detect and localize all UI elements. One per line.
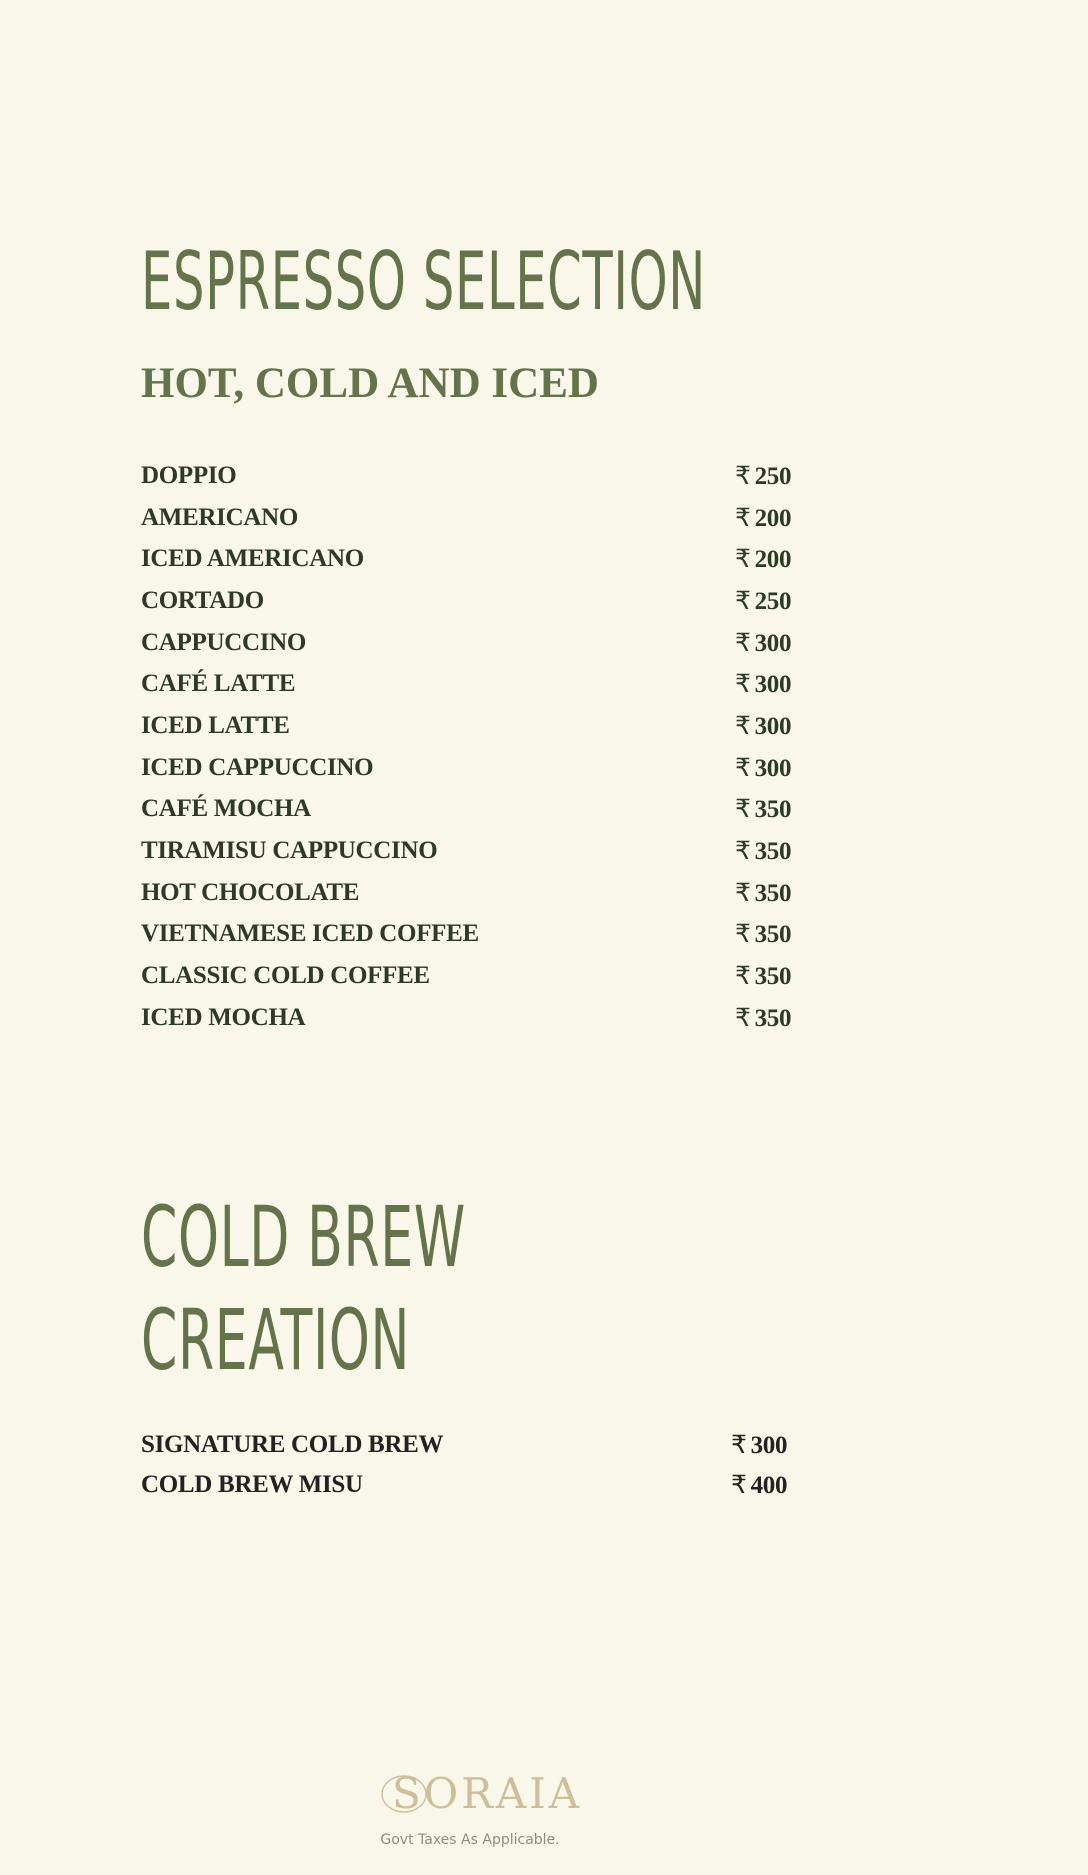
rupee-symbol: ₹	[735, 462, 751, 490]
rupee-symbol: ₹	[731, 1472, 747, 1499]
item-price	[735, 1003, 797, 1033]
item-name: TIRAMISU CAPPUCCINO	[141, 837, 438, 865]
menu-item	[141, 1425, 793, 1465]
price-value: 300	[754, 754, 792, 782]
item-name: CAPPUCCINO	[141, 628, 307, 656]
rupee-symbol: ₹	[735, 838, 751, 866]
item-name: ICED AMERICANO	[141, 545, 364, 573]
item-price	[731, 1470, 793, 1500]
item-name: CAFÉ LATTE	[141, 670, 296, 698]
price-value: 250	[754, 462, 792, 490]
menu-item	[141, 789, 797, 831]
item-name: ICED MOCHA	[141, 1003, 306, 1031]
menu-item	[141, 830, 797, 872]
menu-item	[141, 455, 797, 497]
rupee-symbol: ₹	[735, 504, 751, 532]
menu-item	[141, 914, 797, 956]
menu-item	[141, 955, 797, 997]
menu-item	[141, 538, 797, 580]
tax-note: Govt Taxes As Applicable.	[380, 1832, 560, 1848]
item-name: SIGNATURE COLD BREW	[141, 1431, 444, 1458]
item-price	[735, 794, 797, 824]
price-value: 300	[754, 712, 792, 740]
menu-item	[141, 497, 797, 539]
item-name: CLASSIC COLD COFFEE	[141, 962, 430, 990]
item-price	[735, 711, 797, 741]
menu-item	[141, 872, 797, 914]
rupee-symbol: ₹	[735, 796, 751, 824]
price-value: 350	[754, 921, 792, 949]
item-name: ICED CAPPUCCINO	[141, 753, 374, 781]
espresso-section-subtitle: HOT, COLD AND ICED	[141, 360, 599, 407]
item-price	[735, 628, 797, 658]
rupee-symbol: ₹	[735, 963, 751, 991]
menu-item	[141, 580, 797, 622]
menu-item	[141, 705, 797, 747]
item-name: DOPPIO	[141, 461, 237, 489]
item-name: COLD BREW MISU	[141, 1471, 363, 1498]
price-value: 350	[754, 838, 792, 866]
rupee-symbol: ₹	[735, 1004, 751, 1032]
rupee-symbol: ₹	[735, 671, 751, 699]
rupee-symbol: ₹	[735, 712, 751, 740]
item-name: VIETNAMESE ICED COFFEE	[141, 920, 479, 948]
price-value: 400	[750, 1472, 788, 1499]
rupee-symbol: ₹	[735, 587, 751, 615]
price-value: 200	[754, 504, 792, 532]
rupee-symbol: ₹	[735, 546, 751, 574]
price-value: 350	[754, 1004, 792, 1032]
item-price	[735, 961, 797, 991]
item-price	[735, 461, 797, 491]
menu-item	[141, 747, 797, 789]
item-price	[735, 836, 797, 866]
price-value: 350	[754, 796, 792, 824]
price-value: 350	[754, 963, 792, 991]
item-name: HOT CHOCOLATE	[141, 878, 360, 906]
item-price	[735, 544, 797, 574]
item-price	[735, 919, 797, 949]
price-value: 300	[750, 1432, 788, 1459]
rupee-symbol: ₹	[735, 879, 751, 907]
item-price	[735, 586, 797, 616]
item-price	[731, 1430, 793, 1460]
price-value: 250	[754, 587, 792, 615]
item-price	[735, 878, 797, 908]
price-value: 350	[754, 879, 792, 907]
item-name: CORTADO	[141, 586, 264, 614]
item-name: ICED LATTE	[141, 711, 290, 739]
rupee-symbol: ₹	[735, 754, 751, 782]
item-price	[735, 503, 797, 533]
cold-brew-section-title-line2: CREATION	[141, 1291, 411, 1389]
cold-brew-section-title-line1: COLD BREW	[141, 1188, 466, 1286]
rupee-symbol: ₹	[735, 629, 751, 657]
item-name: CAFÉ MOCHA	[141, 795, 311, 823]
menu-item	[141, 663, 797, 705]
espresso-menu-list	[141, 455, 797, 1039]
item-price	[735, 669, 797, 699]
item-price	[735, 753, 797, 783]
espresso-section-title: ESPRESSO SELECTION	[141, 235, 706, 328]
price-value: 300	[754, 671, 792, 699]
item-name: AMERICANO	[141, 503, 299, 531]
rupee-symbol: ₹	[731, 1432, 747, 1459]
price-value: 200	[754, 546, 792, 574]
cold-brew-menu-list	[141, 1425, 793, 1505]
menu-item	[141, 1465, 793, 1505]
menu-item	[141, 997, 797, 1039]
menu-item	[141, 622, 797, 664]
price-value: 300	[754, 629, 792, 657]
logo-wordmark: SORAIA	[392, 1769, 583, 1818]
rupee-symbol: ₹	[735, 921, 751, 949]
soraia-logo	[378, 1758, 583, 1822]
